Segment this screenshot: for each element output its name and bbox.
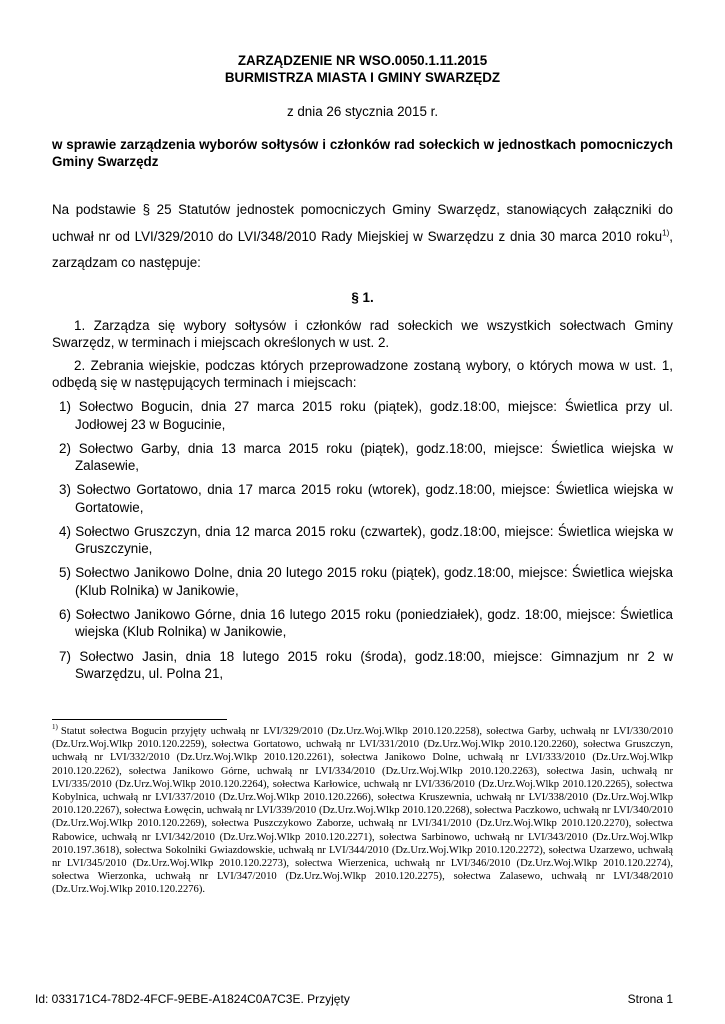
document-title (52, 53, 673, 86)
footnote-text: Statut sołectwa Bogucin przyjęty uchwałą nr LVI/329/2010 (Dz.Urz.Woj.Wlkp 2010.120.2258), sołectwa Garby, uchwałą nr LVI/330/2010 (Dz.Urz.Woj.Wlkp 2010.120.2259), sołectwa Gortatowo, uchwałą nr LVI/331/2010 (Dz.Urz.Woj.Wlkp 2010.120.2260), sołectwa Gruszczyn, uchwałą nr LVI/332/2010 (Dz.Urz.Woj.Wlkp 2010.120.2261), sołectwa Janikowo Dolne, uchwałą nr LVI/333/2010 (Dz.Urz.Woj.Wlkp 2010.120.2262), sołectwa Janikowo Górne, uchwałą nr LVI/334/2010 (Dz.Urz.Woj.Wlkp 2010.120.2263), sołectwa Jasin, uchwałą nr LVI/335/2010 (Dz.Urz.Woj.Wlkp 2010.120.2264), sołectwa Karłowice, uchwałą nr LVI/336/2010 (Dz.Urz.Woj.Wlkp 2010.120.2265), sołectwa Kobylnica, uchwałą nr LVI/337/2010 (Dz.Urz.Woj.Wlkp 2010.120.2266), sołectwa Kruszewnia, uchwałą nr LVI/338/2010 (Dz.Urz.Woj.Wlkp 2010.120.2267), sołectwa Łowęcin, uchwałą nr LVI/339/2010 (Dz.Urz.Woj.Wlkp 2010.120.2268), sołectwa Paczkowo, uchwałą nr LVI/340/2010 (Dz.Urz.Woj.Wlkp 2010.120.2269), sołectwa Puszczykowo Zaborze, uchwałą nr LVI/341/2010 (Dz.Urz.Woj.Wlkp 2010.120.2270), sołectwa Rabowice, uchwałą nr LVI/342/2010 (Dz.Urz.Woj.Wlkp 2010.120.2271), sołectwa Sarbinowo, uchwałą nr LVI/343/2010 (Dz.Urz.Woj.Wlkp 2010.197.3618), sołectwa Sokolniki Gwiazdowskie, uchwałą nr LVI/344/2010 (Dz.Urz.Woj.Wlkp 2010.120.2272), sołectwa Uzarzewo, uchwałą nr LVI/345/2010 (Dz.Urz.Woj.Wlkp 2010.120.2273), sołectwa Wierzenica, uchwałą nr LVI/346/2010 (Dz.Urz.Woj.Wlkp 2010.120.2274), sołectwa Wierzonka, uchwałą nr LVI/347/2010 (Dz.Urz.Woj.Wlkp 2010.120.2275), sołectwa Zalasewo, uchwałą nr LVI/348/2010 (Dz.Urz.Woj.Wlkp 2010.120.2276). (52, 726, 673, 896)
document-subject: w sprawie zarządzenia wyborów sołtysów i członków rad sołeckich w jednostkach pomocniczych Gminy Swarzędz (52, 137, 673, 169)
footnote (52, 725, 673, 897)
section-point-2: 2. Zebrania wiejskie, podczas których przeprowadzone zostaną wybory, o których mowa w ust. 1, odbędą się w następujących terminach i miejscach: (52, 358, 673, 390)
footnote-mark: 1) (52, 723, 58, 732)
list-item: 2) Sołectwo Garby, dnia 13 marca 2015 roku (piątek), godz.18:00, miejsce: Świetlica wiejska w Zalasewie, (59, 440, 673, 474)
section-point-1: 1. Zarządza się wybory sołtysów i członków rad sołeckich we wszystkich sołectwach Gminy Swarzędz, w terminach i miejscach określonych w ust. 2. (52, 318, 673, 350)
list-item: 6) Sołectwo Janikowo Górne, dnia 16 lutego 2015 roku (poniedziałek), godz. 18:00, miejsce: Świetlica wiejska (Klub Rolnika) w Janikowie, (59, 606, 673, 640)
footnote-reference[interactable]: 1) (662, 228, 670, 238)
list-item: 5) Sołectwo Janikowo Dolne, dnia 20 lutego 2015 roku (piątek), godz.18:00, miejsce: Świetlica wiejska (Klub Rolnika) w Janikowie, (59, 565, 673, 598)
schedule-list (52, 398, 673, 689)
section-title: § 1. (351, 290, 374, 305)
preamble (52, 197, 673, 277)
footer-page-number: Strona 1 (627, 992, 673, 1006)
list-item: 7) Sołectwo Jasin, dnia 18 lutego 2015 roku (środa), godz.18:00, miejsce: Gimnazjum nr 2 w Swarzędzu, ul. Polna 21, (59, 648, 673, 682)
preamble-text: Na podstawie § 25 Statutów jednostek pomocniczych Gminy Swarzędz, stanowiących załączniki do uchwał nr od LVI/329/2010 do LVI/348/2010 Rady Miejskiej w Swarzędzu z dnia 30 marca 2010 roku (52, 202, 673, 244)
list-item: 1) Sołectwo Bogucin, dnia 27 marca 2015 roku (piątek), godz.18:00, miejsce: Świetlica przy ul. Jodłowej 23 w Bogucinie, (59, 399, 673, 432)
footnote-divider (52, 719, 227, 720)
title-line-1: ZARZĄDZENIE NR WSO.0050.1.11.2015 (237, 53, 488, 68)
list-item: 4) Sołectwo Gruszczyn, dnia 12 marca 2015 roku (czwartek), godz.18:00, miejsce: Świetlica wiejska w Gruszczynie, (59, 523, 673, 557)
title-line-2: BURMISTRZA MIASTA I GMINY SWARZĘDZ (224, 69, 501, 85)
footer-document-id: Id: 033171C4-78D2-4FCF-9EBE-A1824C0A7C3E. Przyjęty (35, 992, 350, 1006)
document-date: z dnia 26 stycznia 2015 r. (286, 104, 439, 119)
list-item: 3) Sołectwo Gortatowo, dnia 17 marca 2015 roku (wtorek), godz.18:00, miejsce: Świetlica wiejska w Gortatowie, (59, 482, 673, 515)
preamble-text-end: , zarządzam co następuje: (52, 228, 673, 270)
